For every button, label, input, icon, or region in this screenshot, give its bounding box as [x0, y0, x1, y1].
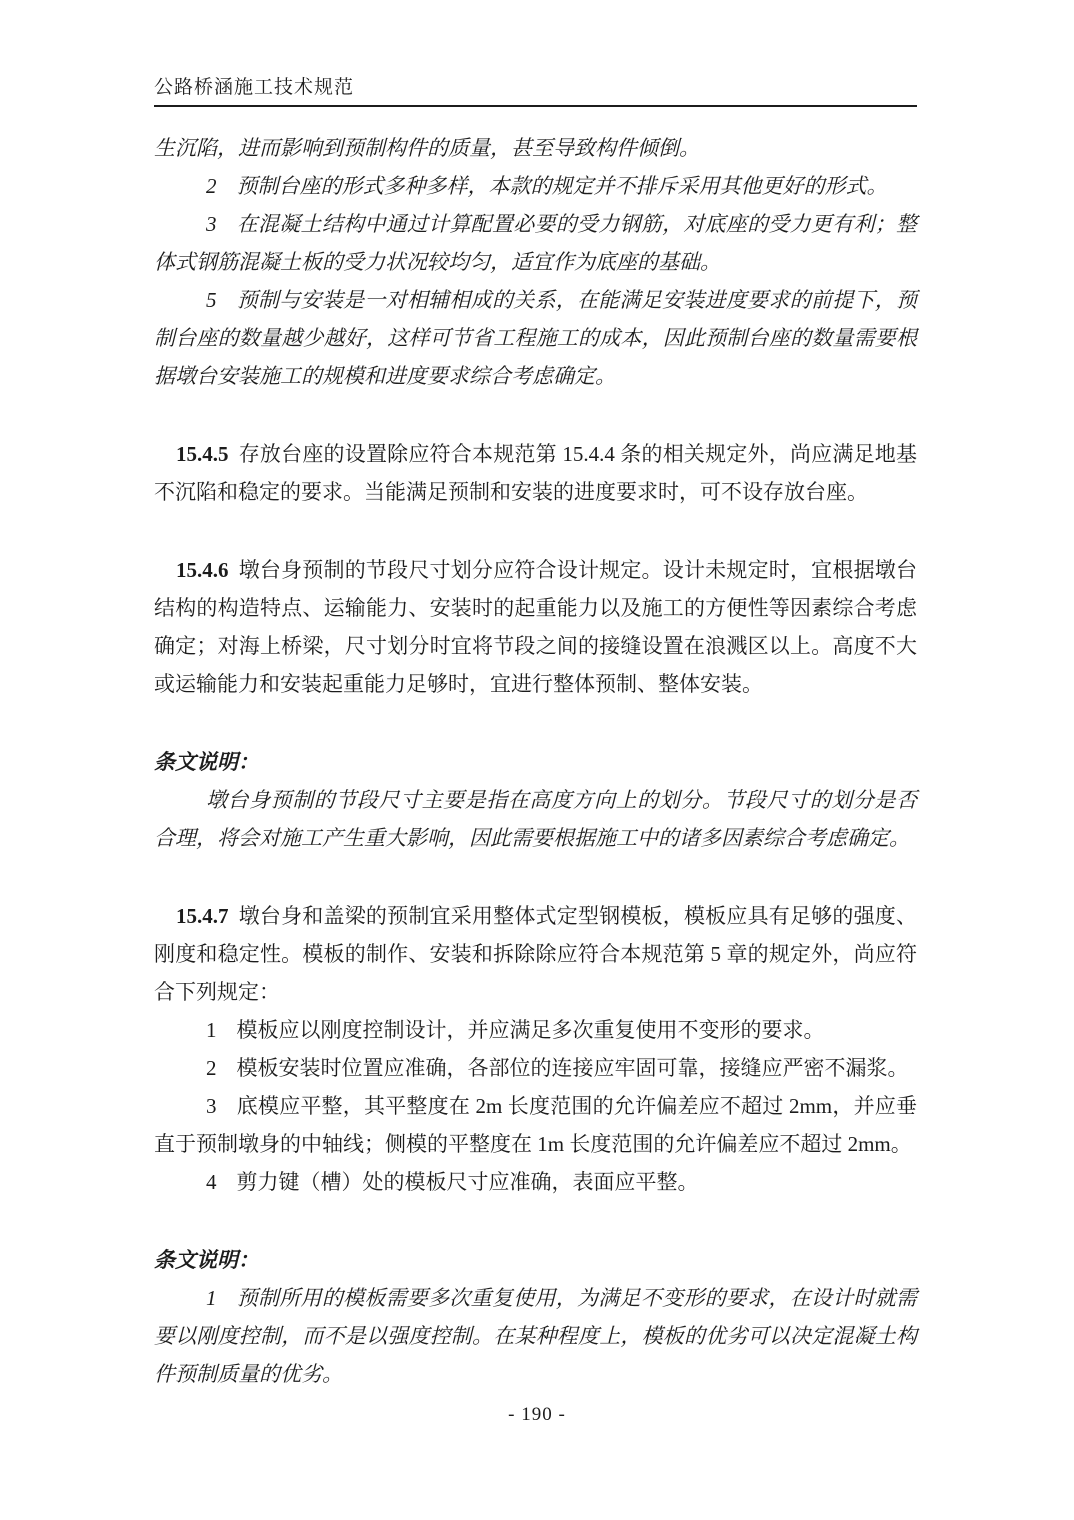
blank-line	[154, 1201, 917, 1241]
page-footer	[0, 1404, 1074, 1426]
running-header-title: 公路桥涵施工技术规范	[154, 77, 355, 98]
clause-number: 15.4.7	[176, 904, 229, 928]
commentary-heading: 条文说明：	[154, 1248, 259, 1272]
item-text: 剪力键（槽）处的模板尺寸应准确，表面应平整。	[236, 1170, 699, 1194]
clause-number: 15.4.5	[176, 442, 229, 466]
commentary-paragraph: 墩台身预制的节段尺寸主要是指在高度方向上的划分。节段尺寸的划分是否合理，将会对施工产生重大影响，因此需要根据施工中的诸多因素综合考虑确定。	[154, 788, 917, 850]
commentary-continuation-paragraph: 生沉陷，进而影响到预制构件的质量，甚至导致构件倾倒。	[154, 136, 700, 160]
item-text: 模板安装时位置应准确，各部位的连接应牢固可靠，接缝应严密不漏浆。	[236, 1056, 909, 1080]
blank-line	[154, 703, 917, 743]
commentary-heading: 条文说明：	[154, 750, 259, 774]
item-text: 模板应以刚度控制设计，并应满足多次重复使用不变形的要求。	[236, 1018, 825, 1042]
clause-text: 墩台身预制的节段尺寸划分应符合设计规定。设计未规定时，宜根据墩台结构的构造特点、运输能力、安装时的起重能力以及施工的方便性等因素综合考虑确定；对海上桥梁，尺寸划分时宜将节段之间的接缝设置在浪溅区以上。高度不大或运输能力和安装起重能力足够时，宜进行整体预制、整体安装。	[154, 558, 917, 696]
clause-item-3	[154, 1087, 917, 1163]
commentary-item-5	[154, 281, 917, 395]
item-number: 4	[206, 1170, 217, 1194]
item-number: 1	[206, 1286, 217, 1310]
clause-item-1	[154, 1011, 917, 1049]
item-text: 底模应平整，其平整度在 2m 长度范围的允许偏差应不超过 2mm，并应垂直于预制墩身的中轴线；侧模的平整度在 1m 长度范围的允许偏差应不超过 2mm。	[154, 1094, 917, 1156]
item-text: 预制台座的形式多种多样，本款的规定并不排斥采用其他更好的形式。	[236, 174, 888, 198]
page-body	[154, 129, 917, 1393]
item-text: 预制所用的模板需要多次重复使用，为满足不变形的要求，在设计时就需要以刚度控制，而不是以强度控制。在某种程度上，模板的优劣可以决定混凝土构件预制质量的优劣。	[154, 1286, 917, 1386]
clause-text: 存放台座的设置除应符合本规范第 15.4.4 条的相关规定外，尚应满足地基不沉陷和稳定的要求。当能满足预制和安装的进度要求时，可不设存放台座。	[154, 442, 917, 504]
blank-line	[154, 857, 917, 897]
clause-15-4-7	[154, 897, 917, 1011]
clause-text: 墩台身和盖梁的预制宜采用整体式定型钢模板，模板应具有足够的强度、刚度和稳定性。模板的制作、安装和拆除除应符合本规范第 5 章的规定外，尚应符合下列规定：	[154, 904, 917, 1004]
commentary-item-2	[154, 167, 917, 205]
blank-line	[154, 511, 917, 551]
item-number: 5	[206, 288, 217, 312]
commentary-item-1	[154, 1279, 917, 1393]
page-number: - 190 -	[508, 1404, 566, 1425]
item-number: 3	[206, 1094, 217, 1118]
item-text: 在混凝土结构中通过计算配置必要的受力钢筋，对底座的受力更有利；整体式钢筋混凝土板的受力状况较均匀，适宜作为底座的基础。	[154, 212, 917, 274]
item-number: 2	[206, 1056, 217, 1080]
item-number: 1	[206, 1018, 217, 1042]
commentary-item-3	[154, 205, 917, 281]
clause-15-4-6	[154, 551, 917, 703]
clause-number: 15.4.6	[176, 558, 229, 582]
item-text: 预制与安装是一对相辅相成的关系，在能满足安装进度要求的前提下，预制台座的数量越少越好，这样可节省工程施工的成本，因此预制台座的数量需要根据墩台安装施工的规模和进度要求综合考虑确定。	[154, 288, 917, 388]
blank-line	[154, 395, 917, 435]
item-number: 3	[206, 212, 217, 236]
page-header	[154, 72, 917, 107]
clause-15-4-5	[154, 435, 917, 511]
item-number: 2	[206, 174, 217, 198]
clause-item-2	[154, 1049, 917, 1087]
clause-item-4	[154, 1163, 917, 1201]
